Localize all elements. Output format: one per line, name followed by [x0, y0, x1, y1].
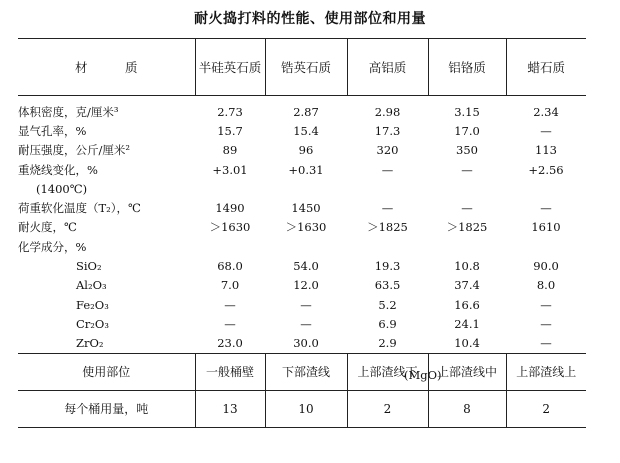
table-cell: 23.0 [217, 336, 243, 351]
header-row [18, 39, 586, 96]
table-row [18, 218, 586, 237]
row-label: ZrO₂ [76, 336, 104, 351]
table-cell: ＞1630 [209, 220, 251, 235]
header-col-2: 锆英石质 [265, 39, 347, 96]
table-cell: 17.3 [374, 123, 401, 138]
footer-cell: 上部渣线下 [347, 353, 428, 390]
table-row [18, 160, 586, 179]
footer-cell: 上部渣线中 [428, 353, 506, 390]
table-cell [347, 237, 428, 256]
table-cell: +2.56 [528, 162, 564, 177]
table-cell: 12.0 [293, 278, 319, 293]
table-cell: 2.9 [378, 336, 397, 351]
table-cell: 63.5 [374, 278, 401, 293]
table-cell: 17.0 [454, 123, 480, 138]
table-cell: 89 [222, 143, 238, 158]
table-row [18, 295, 586, 314]
row-label: 耐火度，℃ [18, 220, 77, 235]
table-cell: — [300, 297, 312, 312]
table-cell: 8.0 [536, 278, 556, 293]
footer-cell: 2 [347, 390, 428, 427]
footer-cell: 下部渣线 [265, 353, 347, 390]
table-title: 耐火捣打料的性能、使用部位和用量 [194, 11, 426, 27]
table-row [18, 276, 586, 295]
table-cell: 113 [535, 143, 557, 158]
table-cell: 30.0 [293, 336, 319, 351]
table-cell: 1450 [291, 201, 321, 216]
table-row [18, 179, 586, 198]
row-label: Fe₂O₃ [76, 297, 109, 312]
footer-label: 每个桶用量，吨 [18, 390, 195, 427]
table-cell: ＞1630 [285, 220, 327, 235]
footer-row-amount [18, 390, 586, 427]
table-cell: +3.01 [212, 162, 248, 177]
table-cell [347, 179, 428, 198]
table-cell: — [540, 336, 552, 351]
row-label: 显气孔率，% [18, 123, 87, 138]
table-cell: 68.0 [217, 259, 243, 274]
header-material: 材 质 [18, 39, 195, 96]
table-row [18, 96, 586, 122]
table-cell: +0.31 [288, 162, 324, 177]
table-cell: 6.9 [378, 316, 397, 331]
table-row [18, 121, 586, 140]
footer-label: 使用部位 [18, 353, 195, 390]
table-cell: 320 [376, 143, 399, 158]
table-cell: 37.4 [454, 278, 480, 293]
table-cell: 2.87 [293, 104, 319, 119]
table-cell: — [224, 297, 236, 312]
table-row [18, 334, 586, 354]
table-row [18, 198, 586, 217]
table-cell: 90.0 [533, 259, 559, 274]
table-row [18, 237, 586, 256]
table-cell: 10.8 [454, 259, 480, 274]
table-cell: 24.1 [454, 316, 480, 331]
row-label: SiO₂ [76, 259, 102, 274]
footer-cell: 上部渣线上 [506, 353, 586, 390]
row-label: (1400℃) [36, 181, 88, 196]
table-cell: — [381, 162, 394, 177]
header-col-5: 蜡石质 [506, 39, 586, 96]
row-label: 体积密度，克/厘米³ [18, 104, 119, 119]
footer-cell: 2 [506, 390, 586, 427]
table-cell: 15.7 [217, 123, 243, 138]
row-label: 重烧线变化，% [18, 162, 98, 177]
footer-cell: 10 [265, 390, 347, 427]
table-cell [195, 179, 265, 198]
table-cell: — [540, 201, 552, 216]
table-cell: 1610 [531, 220, 561, 235]
table-cell: 2.34 [533, 104, 559, 119]
table-cell: 3.15 [454, 104, 480, 119]
table-cell: — [540, 297, 552, 312]
table-cell: 2.73 [217, 104, 243, 119]
table-cell: — [224, 316, 236, 331]
table-cell: 10.4 [454, 336, 480, 351]
footer-cell: 13 [195, 390, 265, 427]
table-cell: 96 [298, 143, 314, 158]
table-cell: 19.3 [374, 259, 401, 274]
header-col-3: 高铝质 [347, 39, 428, 96]
table-row [18, 256, 586, 275]
table-cell: — [540, 123, 552, 138]
table-row [18, 314, 586, 333]
table-cell: ＞1825 [446, 220, 488, 235]
table-cell: 16.6 [454, 297, 480, 312]
table-cell: — [461, 201, 473, 216]
table-cell [428, 179, 506, 198]
table-cell: — [300, 316, 312, 331]
row-label: 耐压强度，公斤/厘米² [18, 143, 130, 158]
row-label: Cr₂O₃ [76, 316, 109, 331]
table-cell [428, 237, 506, 256]
table-cell [506, 179, 586, 198]
table-cell: 350 [456, 143, 478, 158]
header-col-4: 铝铬质 [428, 39, 506, 96]
table-cell: 5.2 [378, 297, 397, 312]
row-label: 化学成分，% [18, 239, 87, 254]
footer-cell: 8 [428, 390, 506, 427]
table-cell: — [461, 162, 473, 177]
table-cell [265, 179, 347, 198]
footer-row-usage [18, 353, 586, 390]
footer-cell: 一般桶壁 [195, 353, 265, 390]
row-label: Al₂O₃ [76, 278, 107, 293]
table-cell: ＞1825 [367, 220, 408, 235]
table-cell [195, 237, 265, 256]
table-cell: 7.0 [220, 278, 240, 293]
table-cell: 54.0 [293, 259, 319, 274]
table-cell: 2.98 [374, 104, 401, 119]
table-cell: 15.4 [293, 123, 319, 138]
table-cell [265, 237, 347, 256]
mgo-note: (MgO) [404, 368, 442, 382]
properties-table [18, 38, 586, 428]
row-label: 荷重软化温度（T₂），℃ [18, 201, 141, 216]
table-cell: — [540, 316, 552, 331]
table-cell: 1490 [215, 201, 245, 216]
header-col-1: 半硅英石质 [195, 39, 265, 96]
table-cell: — [381, 201, 394, 216]
table-row [18, 141, 586, 160]
table-cell [506, 237, 586, 256]
